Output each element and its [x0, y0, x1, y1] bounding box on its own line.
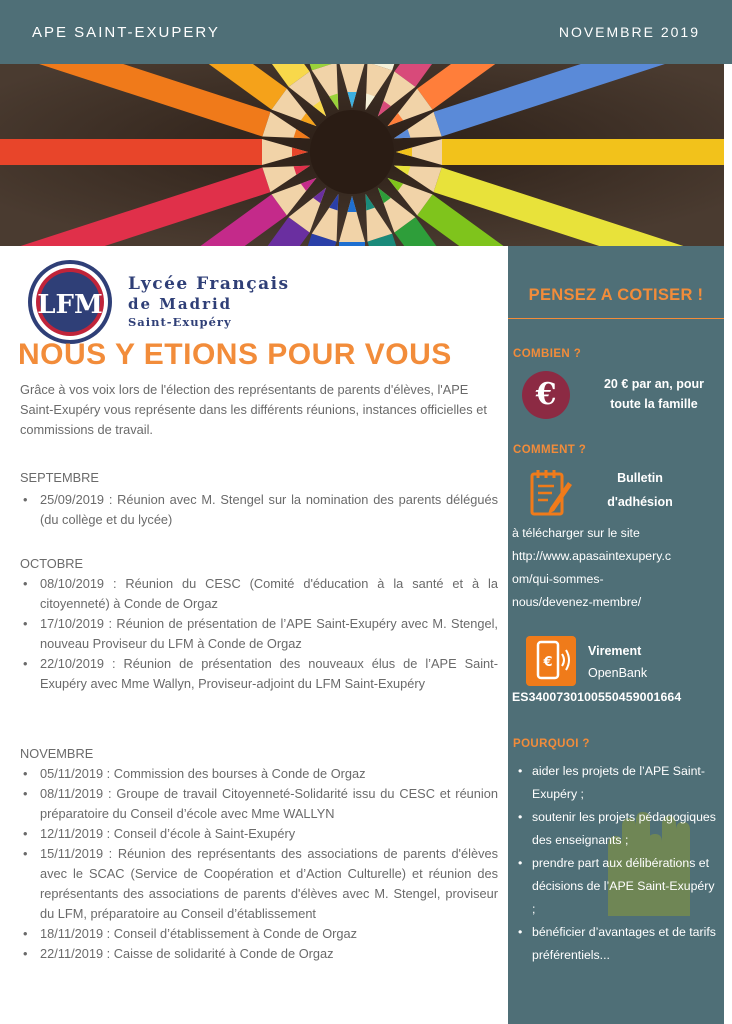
- page-margin: [724, 64, 732, 1024]
- hero-colored-pencils-image: [0, 64, 724, 246]
- euro-icon: €: [522, 371, 570, 419]
- list-item: • 17/10/2019 : Réunion de présentation de l’APE Saint-Exupéry avec M. Stengel, nouveau Proviseur du LFM à Conde de Orgaz: [20, 614, 498, 654]
- main-column: [0, 246, 508, 1024]
- list-item: • 05/11/2019 : Commission des bourses à Conde de Orgaz: [20, 764, 498, 784]
- sidebar-title: PENSEZ A COTISER !: [528, 286, 704, 304]
- mobile-payment-icon: [526, 636, 576, 686]
- membership-url-line3[interactable]: nous/devenez-membre/: [512, 595, 642, 609]
- school-name: [128, 274, 290, 329]
- list-item: • 22/10/2019 : Réunion de présentation des nouveaux élus de l’APE Saint-Exupéry avec Mme Wallyn, Proviseur-adjoint du LFM Saint-Exupéry: [20, 654, 498, 694]
- school-name-line2: de Madrid: [128, 295, 233, 313]
- form-document-icon: [526, 468, 574, 520]
- download-label: à télécharger sur le site: [512, 526, 640, 540]
- list-item: • 25/09/2019 : Réunion avec M. Stengel sur la nomination des parents délégués (du collège et du lycée): [20, 490, 498, 530]
- list-item: • 18/11/2019 : Conseil d’établissement à Conde de Orgaz: [20, 924, 498, 944]
- month-heading-septembre: SEPTEMBRE: [20, 470, 99, 485]
- event-list-septembre: [20, 490, 498, 530]
- month-heading-novembre: NOVEMBRE: [20, 746, 94, 761]
- intro-paragraph: Grâce à vos voix lors de l'élection des représentants de parents d'élèves, l'APE Saint-Exupéry vous représente dans les différents réunions, instances officielles et commissions de travail.: [20, 382, 487, 437]
- price-text: 20 € par an, pour toute la famille: [603, 377, 705, 411]
- divider: [508, 318, 724, 319]
- list-item: • 08/10/2019 : Réunion du CESC (Comité d'éducation à la santé et à la citoyenneté) à Conde de Orgaz: [20, 574, 498, 614]
- list-item: • 22/11/2019 : Caisse de solidarité à Conde de Orgaz: [20, 944, 498, 964]
- list-item: • prendre part aux délibérations et décisions de l’APE Saint-Exupéry ;: [512, 852, 718, 921]
- bulletin-line1: Bulletin: [617, 471, 663, 485]
- svg-text:€: €: [543, 655, 553, 670]
- reasons-list: [512, 760, 718, 967]
- school-name-line1: Lycée Français: [128, 274, 290, 294]
- virement-label: Virement: [588, 644, 642, 658]
- logo-monogram: LFM: [37, 290, 103, 320]
- download-info: [512, 522, 722, 614]
- event-list-novembre: [20, 764, 498, 964]
- header-bar: [0, 0, 732, 64]
- school-name-line3: Saint-Exupéry: [128, 315, 232, 329]
- comment-heading: COMMENT ?: [513, 444, 587, 456]
- list-item: • 15/11/2019 : Réunion des représentants des associations de parents d'élèves avec le SCAC (Service de Coopération et d’Action Culturelle) et réunion des représentants des associations de parents d'élèves avec M. Stengel, proviseur du LFM, préparatoire au Conseil d’établissement: [20, 844, 498, 924]
- month-heading-octobre: OCTOBRE: [20, 556, 84, 571]
- event-list-octobre: [20, 574, 498, 694]
- pencils-illustration: [0, 64, 724, 246]
- pencil: [0, 139, 308, 165]
- pencil: [396, 139, 724, 165]
- bank-name: OpenBank: [588, 666, 648, 680]
- association-name: APE SAINT-EXUPERY: [32, 24, 220, 41]
- iban-number: ES3400730100550459001664: [512, 690, 682, 704]
- list-item: • 12/11/2019 : Conseil d’école à Saint-Exupéry: [20, 824, 498, 844]
- lfm-logo-icon: [26, 258, 114, 346]
- pourquoi-heading: POURQUOI ?: [513, 738, 590, 750]
- sidebar-membership: [508, 246, 724, 1024]
- bulletin-label: [580, 466, 700, 514]
- issue-date: NOVEMBRE 2019: [558, 24, 700, 40]
- list-item: • aider les projets de l’APE Saint-Exupéry ;: [512, 760, 718, 806]
- list-item: • bénéficier d’avantages et de tarifs préférentiels...: [512, 921, 718, 967]
- membership-url-line1[interactable]: http://www.apasaintexupery.c: [512, 549, 672, 563]
- combien-heading: COMBIEN ?: [513, 348, 582, 360]
- list-item: • 08/11/2019 : Groupe de travail Citoyenneté-Solidarité issu du CESC et réunion préparatoire du Conseil d’école avec Mme WALLYN: [20, 784, 498, 824]
- membership-url-line2[interactable]: om/qui-sommes-: [512, 572, 604, 586]
- list-item: • soutenir les projets pédagogiques des enseignants ;: [512, 806, 718, 852]
- main-title: NOUS Y ETIONS POUR VOUS: [18, 338, 452, 371]
- bulletin-line2: d'adhésion: [607, 495, 673, 509]
